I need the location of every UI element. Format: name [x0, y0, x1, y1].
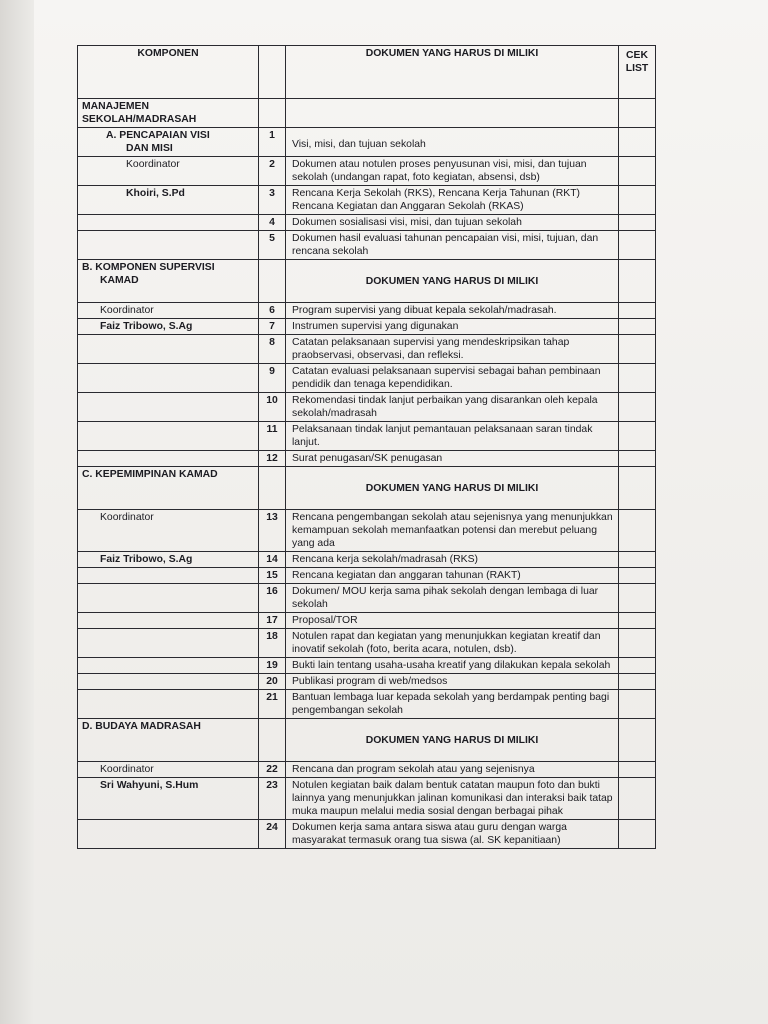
- item-number: 18: [259, 629, 286, 658]
- checkbox-cell[interactable]: [619, 820, 656, 849]
- checkbox-cell[interactable]: [619, 552, 656, 568]
- section-a-title-row: [78, 99, 656, 128]
- koordinator-name: Faiz Tribowo, S.Ag: [78, 319, 259, 335]
- checkbox-cell[interactable]: [619, 335, 656, 364]
- item-number: 16: [259, 584, 286, 613]
- table-row: [78, 510, 656, 552]
- section-b-title-row: [78, 260, 656, 303]
- table-row: [78, 552, 656, 568]
- document-item: Dokumen/ MOU kerja sama pihak sekolah dengan lembaga di luar sekolah: [286, 584, 619, 613]
- koordinator-label: Koordinator: [78, 303, 259, 319]
- item-number: 14: [259, 552, 286, 568]
- item-number: 22: [259, 762, 286, 778]
- document-item: Dokumen hasil evaluasi tahunan pencapaian visi, misi, tujuan, dan rencana sekolah: [286, 231, 619, 260]
- header-cek-line1: CEK: [626, 50, 648, 61]
- section-a-subheading: [78, 128, 259, 157]
- header-cek-list: [619, 46, 656, 99]
- table-row: [78, 690, 656, 719]
- checkbox-cell[interactable]: [619, 422, 656, 451]
- table-row: [78, 584, 656, 613]
- page-shadow-edge: [0, 0, 34, 1024]
- section-d-dokumen-heading: DOKUMEN YANG HARUS DI MILIKI: [286, 719, 619, 762]
- item-number: 3: [259, 186, 286, 215]
- checkbox-cell[interactable]: [619, 568, 656, 584]
- item-number: 7: [259, 319, 286, 335]
- table-row: [78, 762, 656, 778]
- document-item: Dokumen sosialisasi visi, misi, dan tujuan sekolah: [286, 215, 619, 231]
- checkbox-cell[interactable]: [619, 231, 656, 260]
- document-item: Visi, misi, dan tujuan sekolah: [286, 128, 619, 157]
- document-item: Program supervisi yang dibuat kepala sekolah/madrasah.: [286, 303, 619, 319]
- table-row: [78, 335, 656, 364]
- item-number: 6: [259, 303, 286, 319]
- table-row: [78, 364, 656, 393]
- document-item: Dokumen atau notulen proses penyusunan visi, misi, dan tujuan sekolah (undangan rapat, foto kegiatan, absensi, dsb): [286, 157, 619, 186]
- section-c-title-row: [78, 467, 656, 510]
- item-number: 11: [259, 422, 286, 451]
- koordinator-label: Koordinator: [78, 510, 259, 552]
- document-item: Instrumen supervisi yang digunakan: [286, 319, 619, 335]
- table-row: [78, 613, 656, 629]
- table-header-row: [78, 46, 656, 99]
- table-row: [78, 157, 656, 186]
- item-number: 1: [259, 128, 286, 157]
- document-item: Surat penugasan/SK penugasan: [286, 451, 619, 467]
- item-number: 10: [259, 393, 286, 422]
- header-cek-line2: LIST: [625, 63, 649, 74]
- section-a-title: [78, 99, 259, 128]
- section-b-title: [78, 260, 259, 303]
- table-row: [78, 215, 656, 231]
- document-item: Proposal/TOR: [286, 613, 619, 629]
- section-d-title: D. BUDAYA MADRASAH: [78, 719, 259, 762]
- document-item: Rekomendasi tindak lanjut perbaikan yang disarankan oleh kepala sekolah/madrasah: [286, 393, 619, 422]
- checkbox-cell[interactable]: [619, 215, 656, 231]
- table-row: [78, 820, 656, 849]
- section-b-title-line1: B. KOMPONEN SUPERVISI: [82, 262, 215, 273]
- checkbox-cell[interactable]: [619, 719, 656, 762]
- checkbox-cell[interactable]: [619, 260, 656, 303]
- item-number: 21: [259, 690, 286, 719]
- document-item: Bantuan lembaga luar kepada sekolah yang berdampak penting bagi pengembangan sekolah: [286, 690, 619, 719]
- koordinator-name: Sri Wahyuni, S.Hum: [78, 778, 259, 820]
- item-number: 13: [259, 510, 286, 552]
- checkbox-cell[interactable]: [619, 303, 656, 319]
- item-number: 12: [259, 451, 286, 467]
- checkbox-cell[interactable]: [619, 658, 656, 674]
- checkbox-cell[interactable]: [619, 613, 656, 629]
- document-item: Notulen rapat dan kegiatan yang menunjukkan kegiatan kreatif dan inovatif sekolah (foto, berita acara, notulen, dsb).: [286, 629, 619, 658]
- item-number: 5: [259, 231, 286, 260]
- document-item: Rencana pengembangan sekolah atau sejenisnya yang menunjukkan kemampuan sekolah memanfaatkan potensi dan merebut peluang yang ada: [286, 510, 619, 552]
- table-row: [78, 128, 656, 157]
- item-number: 19: [259, 658, 286, 674]
- checkbox-cell[interactable]: [619, 762, 656, 778]
- koordinator-name: Faiz Tribowo, S.Ag: [78, 552, 259, 568]
- checkbox-cell[interactable]: [619, 674, 656, 690]
- checkbox-cell[interactable]: [619, 319, 656, 335]
- section-a-title-line1: MANAJEMEN: [82, 101, 149, 112]
- checkbox-cell[interactable]: [619, 364, 656, 393]
- item-number: 4: [259, 215, 286, 231]
- checkbox-cell[interactable]: [619, 393, 656, 422]
- item-number: 23: [259, 778, 286, 820]
- table-row: [78, 674, 656, 690]
- header-komponen: KOMPONEN: [78, 46, 259, 99]
- document-item: Rencana Kerja Sekolah (RKS), Rencana Kerja Tahunan (RKT) Rencana Kegiatan dan Anggaran Sekolah (RKAS): [286, 186, 619, 215]
- table-row: [78, 186, 656, 215]
- item-number: 9: [259, 364, 286, 393]
- table-row: [78, 422, 656, 451]
- section-a-sub-line2: DAN MISI: [126, 143, 173, 154]
- checkbox-cell[interactable]: [619, 584, 656, 613]
- checkbox-cell[interactable]: [619, 451, 656, 467]
- table-row: [78, 231, 656, 260]
- checkbox-cell[interactable]: [619, 186, 656, 215]
- checkbox-cell[interactable]: [619, 467, 656, 510]
- koordinator-label: Koordinator: [78, 762, 259, 778]
- table-row: [78, 451, 656, 467]
- document-item: Bukti lain tentang usaha-usaha kreatif yang dilakukan kepala sekolah: [286, 658, 619, 674]
- document-item: Rencana kegiatan dan anggaran tahunan (RAKT): [286, 568, 619, 584]
- section-b-title-line2: KAMAD: [100, 275, 139, 286]
- table-row: [78, 658, 656, 674]
- table-row: [78, 629, 656, 658]
- table-row: [78, 303, 656, 319]
- checkbox-cell[interactable]: [619, 778, 656, 820]
- item-number: 24: [259, 820, 286, 849]
- document-item: Dokumen kerja sama antara siswa atau guru dengan warga masyarakat termasuk orang tua siswa (al. SK kepanitiaan): [286, 820, 619, 849]
- document-checklist-table: [77, 45, 656, 849]
- document-item: Publikasi program di web/medsos: [286, 674, 619, 690]
- table-row: [78, 393, 656, 422]
- document-item: Catatan evaluasi pelaksanaan supervisi sebagai bahan pembinaan pendidik dan tenaga kependidikan.: [286, 364, 619, 393]
- document-item: Rencana dan program sekolah atau yang sejenisnya: [286, 762, 619, 778]
- document-item: Rencana kerja sekolah/madrasah (RKS): [286, 552, 619, 568]
- item-number: 15: [259, 568, 286, 584]
- checkbox-cell[interactable]: [619, 99, 656, 128]
- section-c-dokumen-heading: DOKUMEN YANG HARUS DI MILIKI: [286, 467, 619, 510]
- section-a-sub-line1: A. PENCAPAIAN VISI: [106, 130, 210, 141]
- document-item: Notulen kegiatan baik dalam bentuk catatan maupun foto dan bukti lainnya yang menunjukkan jalinan komunikasi dan interaksi baik tatap muka maupun melalui media sosial dengan berbagai pihak: [286, 778, 619, 820]
- checkbox-cell[interactable]: [619, 510, 656, 552]
- section-d-title-row: [78, 719, 656, 762]
- section-c-title: C. KEPEMIMPINAN KAMAD: [78, 467, 259, 510]
- document-item: Catatan pelaksanaan supervisi yang mendeskripsikan tahap praobservasi, observasi, dan refleksi.: [286, 335, 619, 364]
- header-number-cell: [259, 46, 286, 99]
- section-a-title-line2: SEKOLAH/MADRASAH: [82, 114, 197, 125]
- checkbox-cell[interactable]: [619, 128, 656, 157]
- checkbox-cell[interactable]: [619, 157, 656, 186]
- section-b-dokumen-heading: DOKUMEN YANG HARUS DI MILIKI: [286, 260, 619, 303]
- koordinator-name: Khoiri, S.Pd: [78, 186, 259, 215]
- checkbox-cell[interactable]: [619, 629, 656, 658]
- table-row: [78, 319, 656, 335]
- document-item: Pelaksanaan tindak lanjut pemantauan pelaksanaan saran tindak lanjut.: [286, 422, 619, 451]
- item-number: 17: [259, 613, 286, 629]
- checkbox-cell[interactable]: [619, 690, 656, 719]
- item-number: 20: [259, 674, 286, 690]
- header-dokumen: DOKUMEN YANG HARUS DI MILIKI: [286, 46, 619, 99]
- table-row: [78, 778, 656, 820]
- table-row: [78, 568, 656, 584]
- koordinator-label: Koordinator: [78, 157, 259, 186]
- item-number: 2: [259, 157, 286, 186]
- item-number: 8: [259, 335, 286, 364]
